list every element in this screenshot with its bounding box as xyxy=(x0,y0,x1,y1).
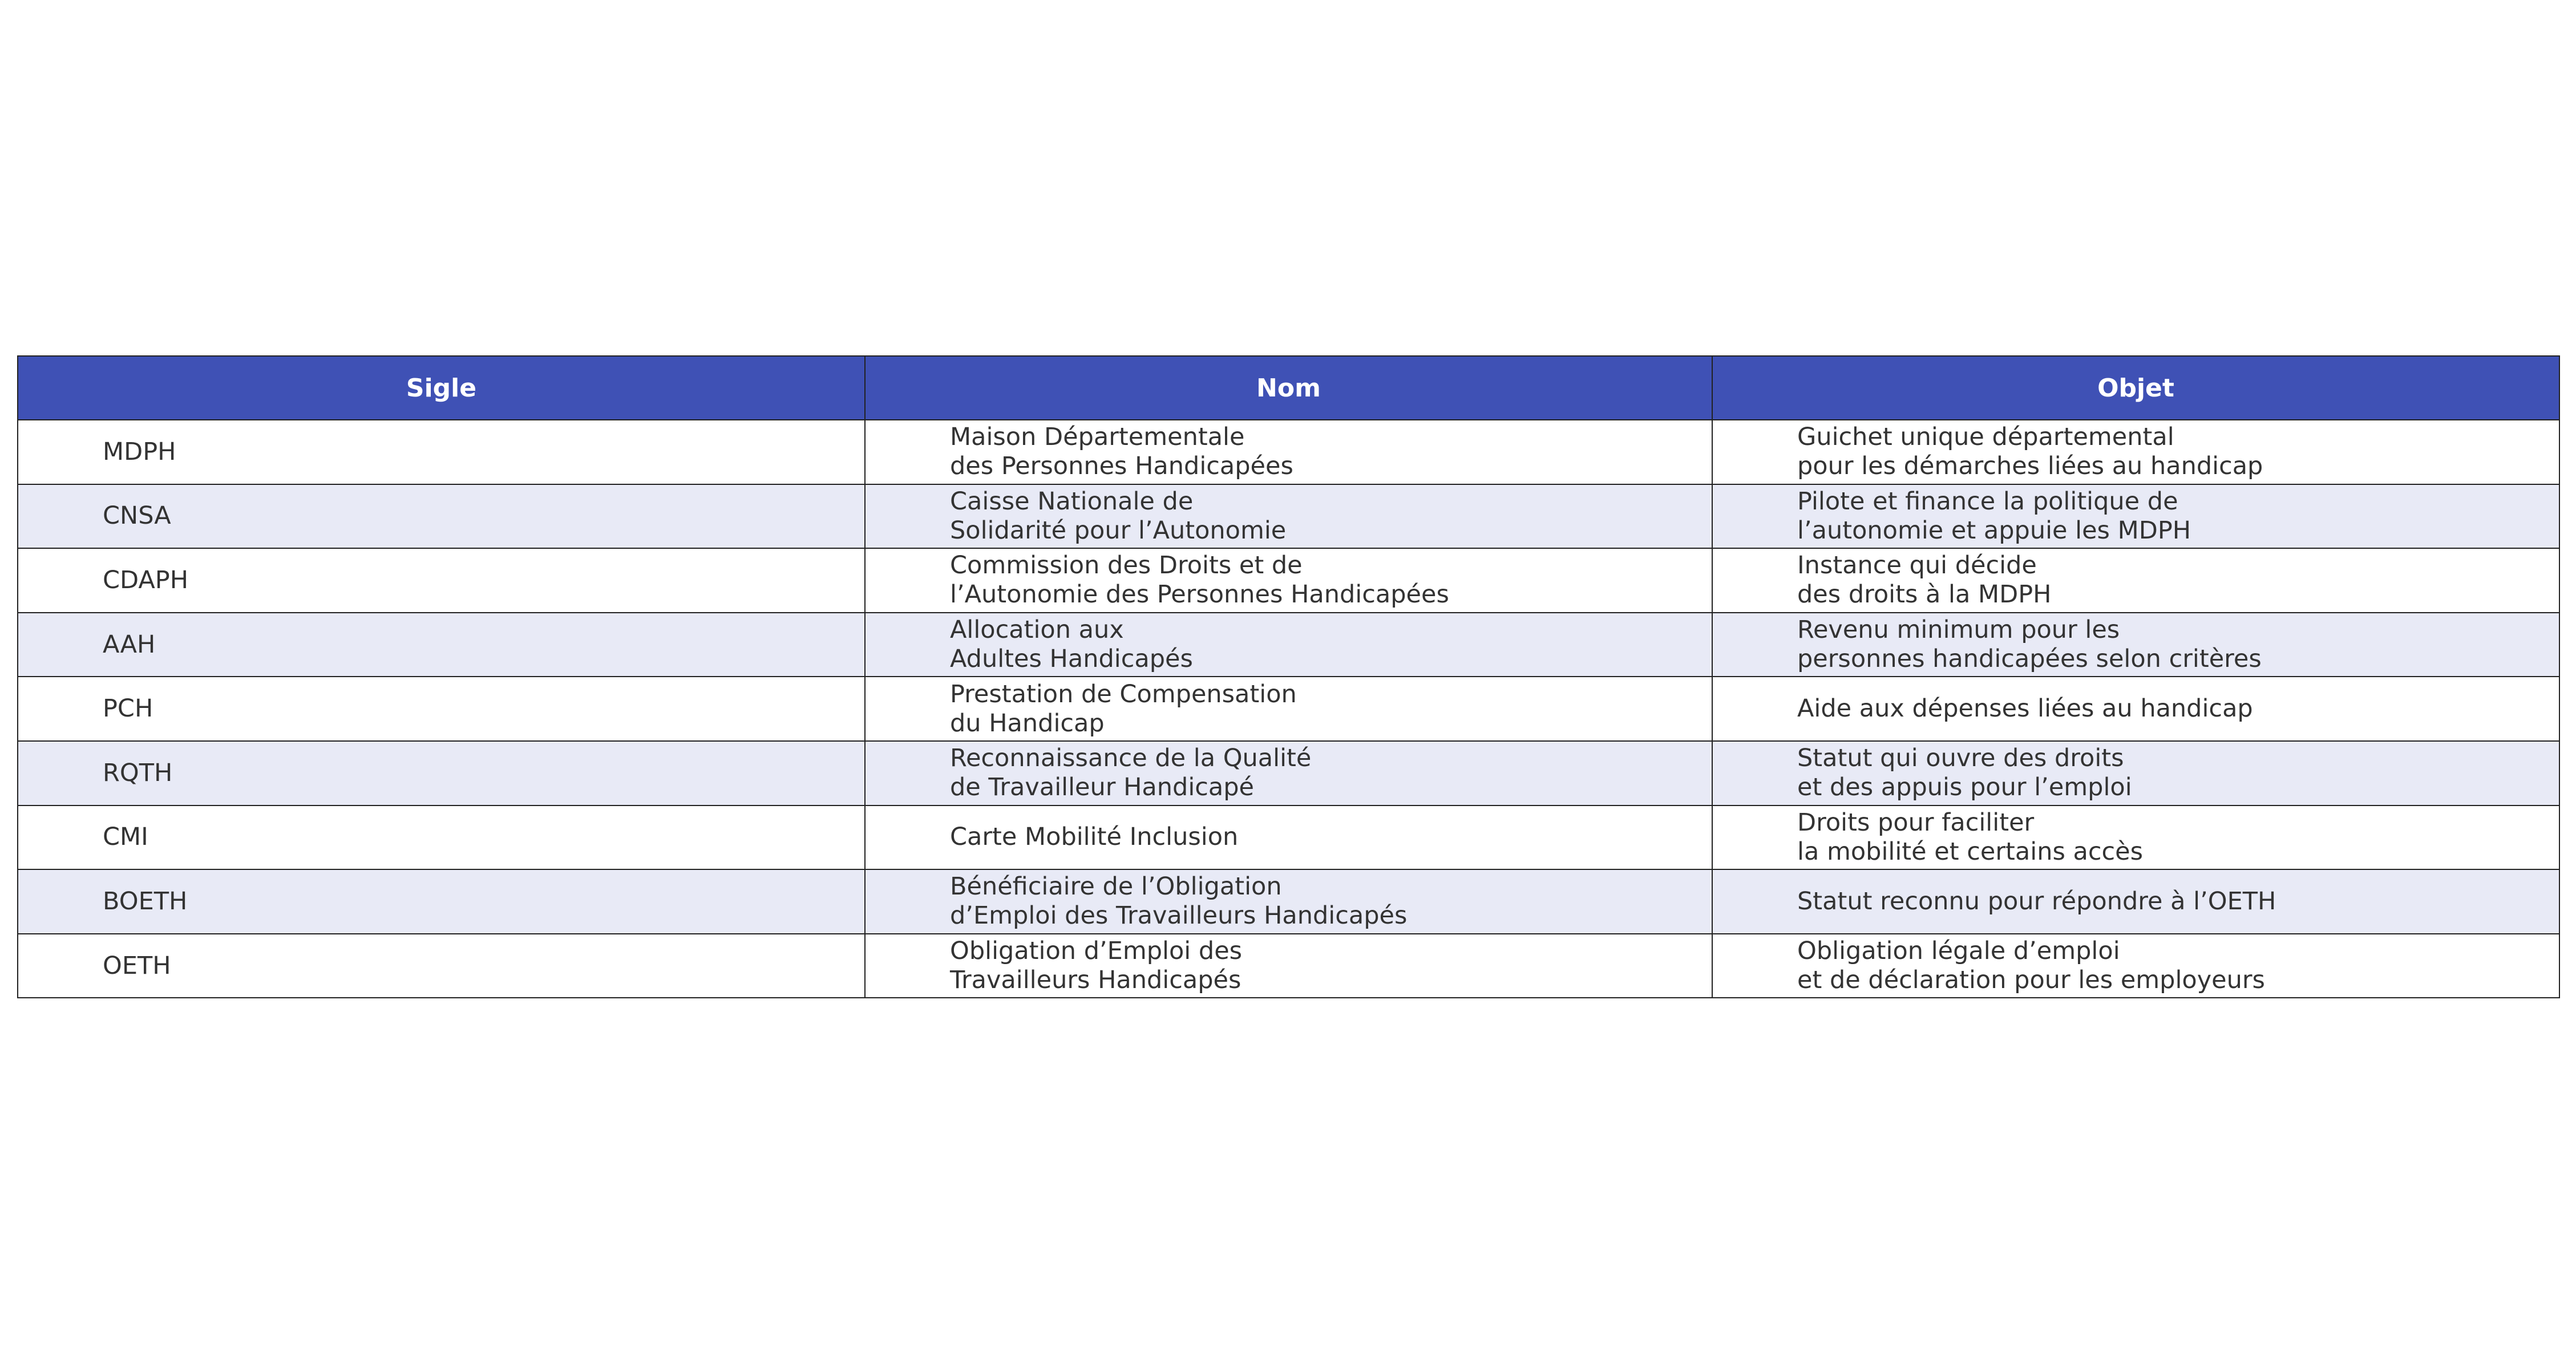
table-cell-sigle xyxy=(18,613,865,677)
cell-text-line: de Travailleur Handicapé xyxy=(950,773,1255,802)
table-cell-sigle xyxy=(18,677,865,741)
table-body xyxy=(18,420,2559,998)
table-cell-objet xyxy=(1712,934,2559,998)
cell-text-line: Aide aux dépenses liées au handicap xyxy=(1797,694,2253,723)
table-row xyxy=(18,420,2559,484)
table-cell-sigle xyxy=(18,548,865,613)
cell-text-line: des droits à la MDPH xyxy=(1797,580,2052,609)
table-cell-sigle xyxy=(18,805,865,870)
cell-text-line: RQTH xyxy=(103,758,173,787)
cell-text-line: l’autonomie et appuie les MDPH xyxy=(1797,516,2191,545)
table-cell-nom xyxy=(865,613,1712,677)
table-cell-nom xyxy=(865,869,1712,934)
cell-text-line: la mobilité et certains accès xyxy=(1797,837,2144,866)
table-cell-objet xyxy=(1712,484,2559,549)
cell-text-line: Droits pour faciliter xyxy=(1797,808,2035,837)
cell-text-line: Maison Départementale xyxy=(950,423,1245,452)
table-row xyxy=(18,934,2559,998)
cell-text-line: Prestation de Compensation xyxy=(950,679,1297,709)
cell-text-line: Statut qui ouvre des droits xyxy=(1797,744,2124,773)
table-cell-objet xyxy=(1712,741,2559,805)
cell-text-line: Obligation d’Emploi des xyxy=(950,937,1243,966)
cell-text-line: Travailleurs Handicapés xyxy=(950,966,1242,995)
table-cell-nom xyxy=(865,741,1712,805)
table-cell-sigle xyxy=(18,420,865,484)
cell-text-line: Guichet unique départemental xyxy=(1797,423,2174,452)
table-row xyxy=(18,869,2559,934)
cell-text-line: Commission des Droits et de xyxy=(950,551,1303,580)
table-row xyxy=(18,741,2559,805)
header-cell-objet: Objet xyxy=(1712,356,2559,420)
header-cell-sigle: Sigle xyxy=(18,356,865,420)
cell-text-line: AAH xyxy=(103,630,156,659)
cell-text-line: Solidarité pour l’Autonomie xyxy=(950,516,1287,545)
table-cell-nom xyxy=(865,805,1712,870)
cell-text-line: CDAPH xyxy=(103,565,189,594)
header-row xyxy=(18,356,2559,420)
acronym-table-container xyxy=(17,355,2559,998)
table-cell-nom xyxy=(865,420,1712,484)
cell-text-line: Reconnaissance de la Qualité xyxy=(950,744,1312,773)
table-cell-objet xyxy=(1712,677,2559,741)
table-cell-objet xyxy=(1712,548,2559,613)
cell-text-line: du Handicap xyxy=(950,709,1105,738)
table-cell-objet xyxy=(1712,869,2559,934)
table-cell-sigle xyxy=(18,484,865,549)
table-header xyxy=(18,356,2559,420)
cell-text-line: Pilote et finance la politique de xyxy=(1797,487,2178,516)
table-row xyxy=(18,548,2559,613)
table-cell-objet xyxy=(1712,420,2559,484)
cell-text-line: l’Autonomie des Personnes Handicapées xyxy=(950,580,1449,609)
table-cell-sigle xyxy=(18,741,865,805)
cell-text-line: Allocation aux xyxy=(950,616,1124,645)
table-cell-nom xyxy=(865,677,1712,741)
table-row xyxy=(18,677,2559,741)
cell-text-line: et des appuis pour l’emploi xyxy=(1797,773,2132,802)
cell-text-line: Adultes Handicapés xyxy=(950,645,1193,674)
table-cell-sigle xyxy=(18,934,865,998)
table-cell-nom xyxy=(865,934,1712,998)
table-cell-nom xyxy=(865,548,1712,613)
cell-text-line: d’Emploi des Travailleurs Handicapés xyxy=(950,901,1408,930)
cell-text-line: CNSA xyxy=(103,501,171,531)
table-cell-sigle xyxy=(18,869,865,934)
table-cell-objet xyxy=(1712,805,2559,870)
cell-text-line: et de déclaration pour les employeurs xyxy=(1797,966,2265,995)
cell-text-line: MDPH xyxy=(103,437,176,466)
cell-text-line: Instance qui décide xyxy=(1797,551,2037,580)
cell-text-line: pour les démarches liées au handicap xyxy=(1797,452,2263,481)
cell-text-line: personnes handicapées selon critères xyxy=(1797,645,2262,674)
cell-text-line: BOETH xyxy=(103,887,188,916)
cell-text-line: Statut reconnu pour répondre à l’OETH xyxy=(1797,887,2276,916)
table-row xyxy=(18,805,2559,870)
cell-text-line: Obligation légale d’emploi xyxy=(1797,937,2120,966)
acronym-table xyxy=(17,355,2560,998)
cell-text-line: Caisse Nationale de xyxy=(950,487,1194,516)
cell-text-line: des Personnes Handicapées xyxy=(950,452,1293,481)
cell-text-line: CMI xyxy=(103,823,148,852)
table-cell-objet xyxy=(1712,613,2559,677)
table-row xyxy=(18,613,2559,677)
header-cell-nom: Nom xyxy=(865,356,1712,420)
cell-text-line: Revenu minimum pour les xyxy=(1797,616,2120,645)
cell-text-line: OETH xyxy=(103,951,171,980)
cell-text-line: Carte Mobilité Inclusion xyxy=(950,823,1239,852)
cell-text-line: PCH xyxy=(103,694,153,723)
table-row xyxy=(18,484,2559,549)
table-cell-nom xyxy=(865,484,1712,549)
cell-text-line: Bénéficiaire de l’Obligation xyxy=(950,872,1282,901)
